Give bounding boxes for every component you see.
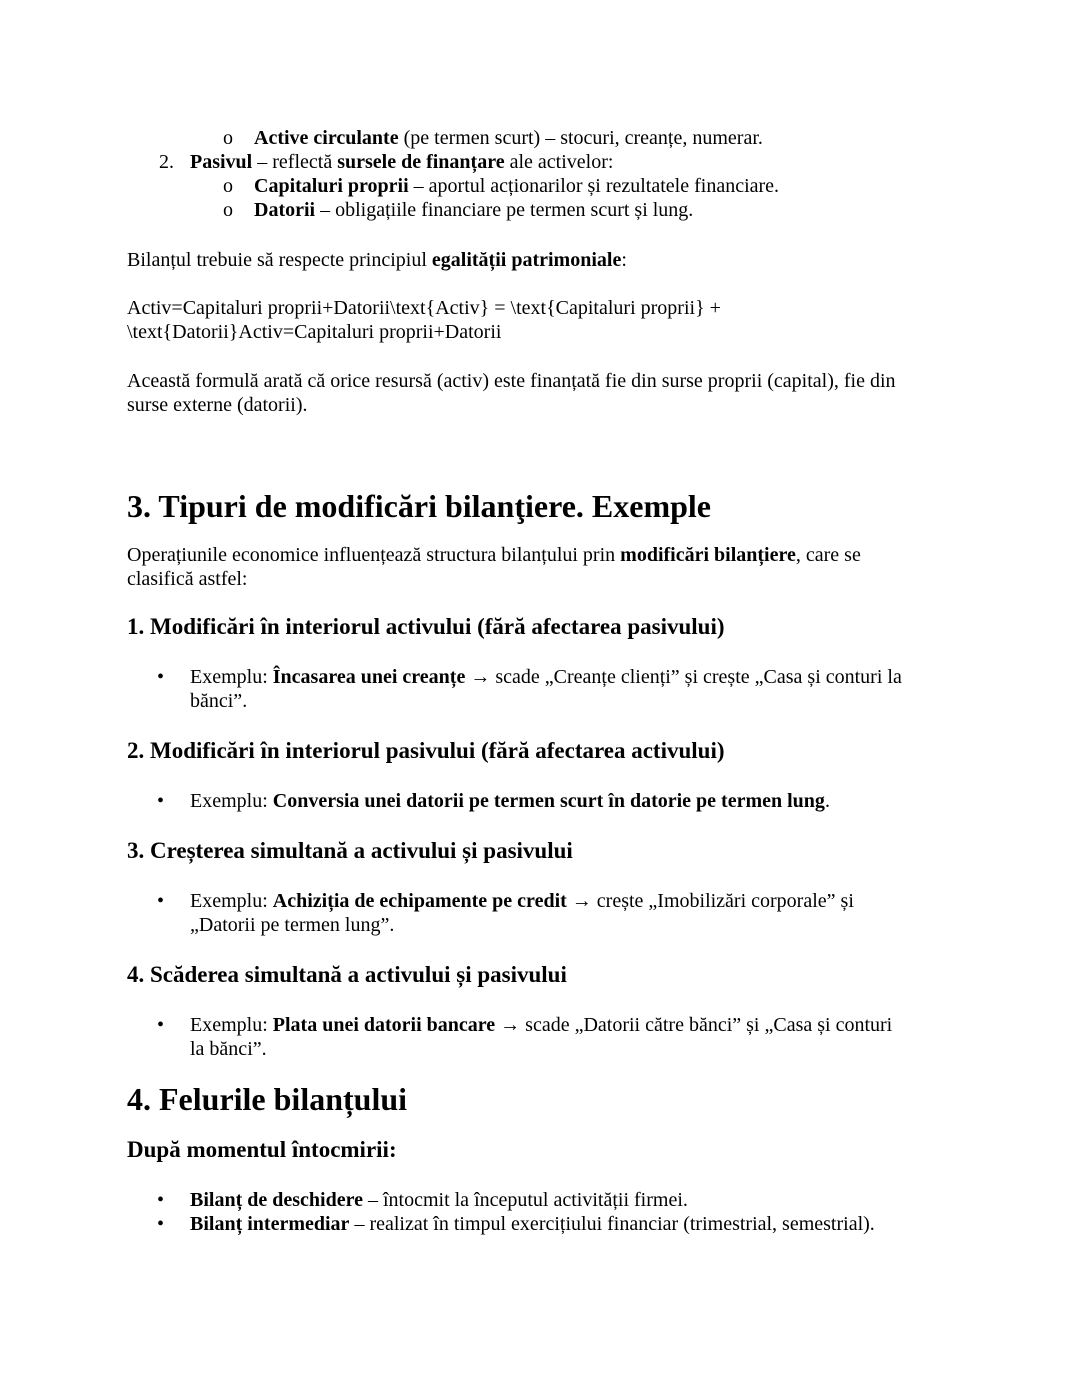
example-text: → scade „Creanțe clienți” și crește „Casa și conturi la — [465, 666, 902, 688]
example-item-2 — [127, 789, 957, 813]
example-label: Exemplu: — [190, 790, 273, 812]
section3-intro — [127, 543, 957, 591]
example-item-3 — [127, 889, 957, 937]
term-active-circulante: Active circulante — [254, 127, 399, 149]
paragraph-text: clasifică astfel: — [127, 568, 248, 590]
term-modificari: modificări bilanțiere — [620, 544, 796, 566]
subheading-dupa-moment: După momentul întocmirii: — [127, 1137, 397, 1162]
subheading-3: 3. Creșterea simultană a activului și pasivului — [127, 838, 573, 863]
sub-list-item-datorii — [127, 198, 957, 222]
term-bilant-intermediar: Bilanț intermediar — [190, 1213, 350, 1235]
section-heading-3: 3. Tipuri de modificări bilanţiere. Exemple — [127, 488, 711, 524]
paragraph-text: Această formulă arată că orice resursă (activ) este finanțată fie din surse proprii (capital), fie din — [127, 370, 896, 392]
paragraph-text: : — [621, 249, 627, 271]
paragraph-egalitate — [127, 248, 957, 272]
example-text: bănci”. — [190, 690, 248, 712]
document-page — [127, 126, 957, 1236]
example-bold: Conversia unei datorii pe termen scurt în datorie pe termen lung — [272, 790, 825, 812]
example-bold: Plata unei datorii bancare — [272, 1014, 496, 1036]
example-bold: Încasarea unei creanțe — [272, 666, 466, 688]
example-label: Exemplu: — [190, 666, 273, 688]
term-egalitate: egalității patrimoniale — [431, 249, 622, 271]
example-text: → crește „Imobilizări corporale” și — [566, 890, 854, 912]
numbered-item-pasivul — [127, 150, 957, 174]
subheading-2: 2. Modificări în interiorul pasivului (fără afectarea activului) — [127, 738, 725, 763]
list-item-text: – întocmit la începutul activității firmei. — [362, 1189, 688, 1211]
term-pasivul: Pasivul — [190, 151, 253, 173]
example-text: „Datorii pe termen lung”. — [190, 914, 395, 936]
sub-bullet: o — [223, 175, 233, 197]
formula-line: Activ=Capitaluri proprii+Datorii\text{Activ} = \text{Capitaluri proprii} + — [127, 297, 721, 319]
sub-bullet: o — [223, 127, 233, 149]
list-item-bilant-deschidere — [127, 1188, 957, 1212]
paragraph-text: Operațiunile economice influențează structura bilanțului prin — [127, 544, 621, 566]
paragraph-text: , care se — [795, 544, 861, 566]
paragraph-text: surse externe (datorii). — [127, 394, 308, 416]
example-text: la bănci”. — [190, 1038, 267, 1060]
formula-paragraph — [127, 296, 957, 344]
bullet: • — [157, 1189, 165, 1211]
term-surse-finantare: sursele de finanțare — [337, 151, 505, 173]
example-bold: Achiziția de echipamente pe credit — [272, 890, 567, 912]
section-heading-4: 4. Felurile bilanțului — [127, 1081, 408, 1117]
subheading-1: 1. Modificări în interiorul activului (fără afectarea pasivului) — [127, 614, 725, 639]
item-text: – reflectă — [252, 151, 338, 173]
term-capitaluri-proprii: Capitaluri proprii — [254, 175, 409, 197]
bullet: • — [157, 1014, 165, 1036]
term-datorii: Datorii — [254, 199, 316, 221]
sub-list-item-capitaluri — [127, 174, 957, 198]
example-text: → scade „Datorii către bănci” și „Casa și conturi — [495, 1014, 893, 1036]
sub-item-text: (pe termen scurt) – stocuri, creanțe, numerar. — [398, 127, 763, 149]
example-item-4 — [127, 1013, 957, 1061]
subheading-4: 4. Scăderea simultană a activului și pasivului — [127, 962, 567, 987]
formula-line: \text{Datorii}Activ=Capitaluri proprii+Datorii — [127, 321, 502, 343]
bullet: • — [157, 790, 165, 812]
bullet: • — [157, 666, 165, 688]
sub-bullet: o — [223, 199, 233, 221]
example-item-1 — [127, 665, 957, 713]
sub-list-item-active-circulante — [127, 126, 957, 150]
bullet: • — [157, 1213, 165, 1235]
item-number: 2. — [159, 151, 174, 173]
example-label: Exemplu: — [190, 1014, 273, 1036]
list-item-bilant-intermediar — [127, 1212, 957, 1236]
sub-item-text: – aportul acționarilor și rezultatele financiare. — [408, 175, 780, 197]
item-text: ale activelor: — [504, 151, 614, 173]
paragraph-text: Bilanțul trebuie să respecte principiul — [127, 249, 432, 271]
example-label: Exemplu: — [190, 890, 273, 912]
list-item-text: – realizat în timpul exercițiului financiar (trimestrial, semestrial). — [349, 1213, 875, 1235]
formula-explanation — [127, 369, 957, 417]
bullet: • — [157, 890, 165, 912]
example-text: . — [824, 790, 830, 812]
sub-item-text: – obligațiile financiare pe termen scurt și lung. — [315, 199, 694, 221]
term-bilant-deschidere: Bilanț de deschidere — [190, 1189, 363, 1211]
